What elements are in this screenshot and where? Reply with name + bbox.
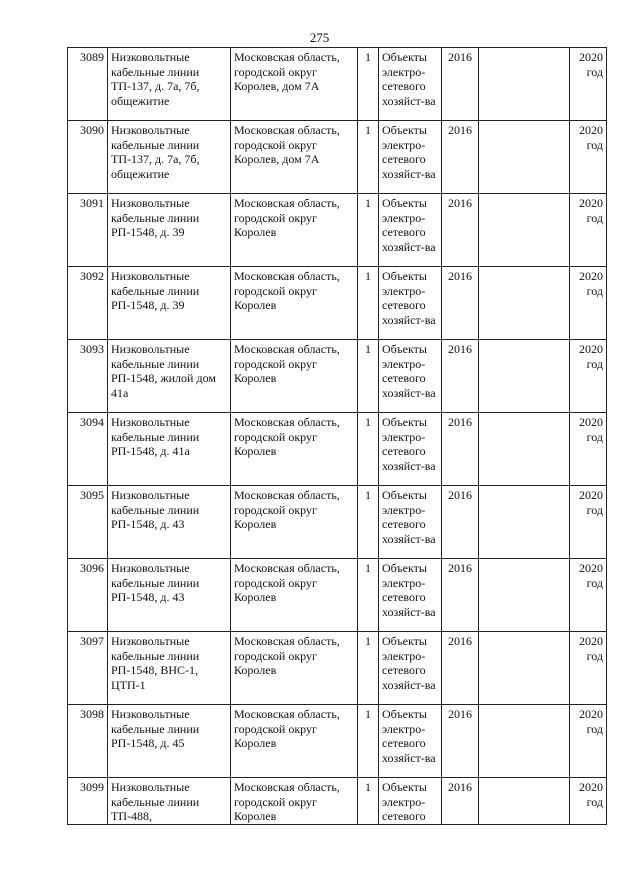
empty-cell: [479, 705, 570, 778]
term-year: 2020 год: [570, 340, 607, 413]
object-address: Московская область, городской округ Королев: [231, 778, 358, 825]
row-number: 3090: [68, 121, 108, 194]
object-quantity: 1: [358, 267, 379, 340]
object-name: Низковольтные кабельные линии РП-1548, д. 45: [108, 705, 231, 778]
object-quantity: 1: [358, 48, 379, 121]
object-name: Низковольтные кабельные линии РП-1548, д. 41а: [108, 413, 231, 486]
object-name: Низковольтные кабельные линии РП-1548, д. 39: [108, 194, 231, 267]
term-year: 2020 год: [570, 48, 607, 121]
object-name: Низковольтные кабельные линии ТП-137, д. 7а, 7б, общежитие: [108, 48, 231, 121]
row-number: 3098: [68, 705, 108, 778]
object-address: Московская область, городской округ Королев: [231, 559, 358, 632]
row-number: 3094: [68, 413, 108, 486]
object-quantity: 1: [358, 194, 379, 267]
table-row: [68, 413, 607, 486]
object-type: Объекты электро-сетевого хозяйст-ва: [379, 705, 442, 778]
object-type: Объекты электро-сетевого хозяйст-ва: [379, 121, 442, 194]
term-year: 2020 год: [570, 121, 607, 194]
table-row: [68, 705, 607, 778]
page-number: 275: [309, 30, 330, 45]
object-quantity: 1: [358, 413, 379, 486]
object-type: Объекты электро-сетевого хозяйст-ва: [379, 559, 442, 632]
term-year: 2020 год: [570, 778, 607, 825]
empty-cell: [479, 413, 570, 486]
term-year: 2020 год: [570, 486, 607, 559]
acquisition-year: 2016: [442, 267, 479, 340]
term-year: 2020 год: [570, 705, 607, 778]
object-quantity: 1: [358, 778, 379, 825]
object-address: Московская область, городской округ Королев, дом 7А: [231, 48, 358, 121]
empty-cell: [479, 48, 570, 121]
empty-cell: [479, 121, 570, 194]
empty-cell: [479, 632, 570, 705]
row-number: 3091: [68, 194, 108, 267]
term-year: 2020 год: [570, 267, 607, 340]
empty-cell: [479, 778, 570, 825]
empty-cell: [479, 267, 570, 340]
table-row: [68, 340, 607, 413]
table-row: [68, 121, 607, 194]
registry-body: [68, 48, 607, 825]
acquisition-year: 2016: [442, 194, 479, 267]
acquisition-year: 2016: [442, 559, 479, 632]
table-row: [68, 194, 607, 267]
row-number: 3092: [68, 267, 108, 340]
term-year: 2020 год: [570, 559, 607, 632]
object-name: Низковольтные кабельные линии РП-1548, д. 39: [108, 267, 231, 340]
object-quantity: 1: [358, 559, 379, 632]
object-quantity: 1: [358, 632, 379, 705]
acquisition-year: 2016: [442, 340, 479, 413]
row-number: 3097: [68, 632, 108, 705]
table-row: [68, 632, 607, 705]
object-quantity: 1: [358, 705, 379, 778]
object-name: Низковольтные кабельные линии ТП-137, д. 7а, 7б, общежитие: [108, 121, 231, 194]
object-address: Московская область, городской округ Королев: [231, 413, 358, 486]
object-type: Объекты электро-сетевого: [379, 778, 442, 825]
object-type: Объекты электро-сетевого хозяйст-ва: [379, 486, 442, 559]
empty-cell: [479, 486, 570, 559]
object-type: Объекты электро-сетевого хозяйст-ва: [379, 632, 442, 705]
object-name: Низковольтные кабельные линии РП-1548, жилой дом 41а: [108, 340, 231, 413]
table-row: [68, 267, 607, 340]
acquisition-year: 2016: [442, 778, 479, 825]
object-name: Низковольтные кабельные линии РП-1548, д. 43: [108, 486, 231, 559]
row-number: 3093: [68, 340, 108, 413]
object-type: Объекты электро-сетевого хозяйст-ва: [379, 267, 442, 340]
object-address: Московская область, городской округ Королев, дом 7А: [231, 121, 358, 194]
acquisition-year: 2016: [442, 413, 479, 486]
object-name: Низковольтные кабельные линии РП-1548, ВНС-1, ЦТП-1: [108, 632, 231, 705]
object-quantity: 1: [358, 121, 379, 194]
empty-cell: [479, 559, 570, 632]
object-type: Объекты электро-сетевого хозяйст-ва: [379, 194, 442, 267]
object-type: Объекты электро-сетевого хозяйст-ва: [379, 48, 442, 121]
row-number: 3096: [68, 559, 108, 632]
object-quantity: 1: [358, 340, 379, 413]
row-number: 3099: [68, 778, 108, 825]
row-number: 3095: [68, 486, 108, 559]
acquisition-year: 2016: [442, 121, 479, 194]
empty-cell: [479, 194, 570, 267]
object-quantity: 1: [358, 486, 379, 559]
object-address: Московская область, городской округ Королев: [231, 194, 358, 267]
table-row: [68, 559, 607, 632]
object-address: Московская область, городской округ Королев: [231, 340, 358, 413]
empty-cell: [479, 340, 570, 413]
object-type: Объекты электро-сетевого хозяйст-ва: [379, 413, 442, 486]
table-row: [68, 48, 607, 121]
table-row: [68, 778, 607, 825]
row-number: 3089: [68, 48, 108, 121]
term-year: 2020 год: [570, 194, 607, 267]
object-address: Московская область, городской округ Королев: [231, 486, 358, 559]
acquisition-year: 2016: [442, 705, 479, 778]
table-row: [68, 486, 607, 559]
acquisition-year: 2016: [442, 486, 479, 559]
term-year: 2020 год: [570, 632, 607, 705]
term-year: 2020 год: [570, 413, 607, 486]
property-registry-table: [67, 47, 607, 825]
acquisition-year: 2016: [442, 48, 479, 121]
object-type: Объекты электро-сетевого хозяйст-ва: [379, 340, 442, 413]
object-name: Низковольтные кабельные линии РП-1548, д. 43: [108, 559, 231, 632]
object-address: Московская область, городской округ Королев: [231, 267, 358, 340]
object-address: Московская область, городской округ Королев: [231, 632, 358, 705]
object-address: Московская область, городской округ Королев: [231, 705, 358, 778]
acquisition-year: 2016: [442, 632, 479, 705]
object-name: Низковольтные кабельные линии ТП-488,: [108, 778, 231, 825]
